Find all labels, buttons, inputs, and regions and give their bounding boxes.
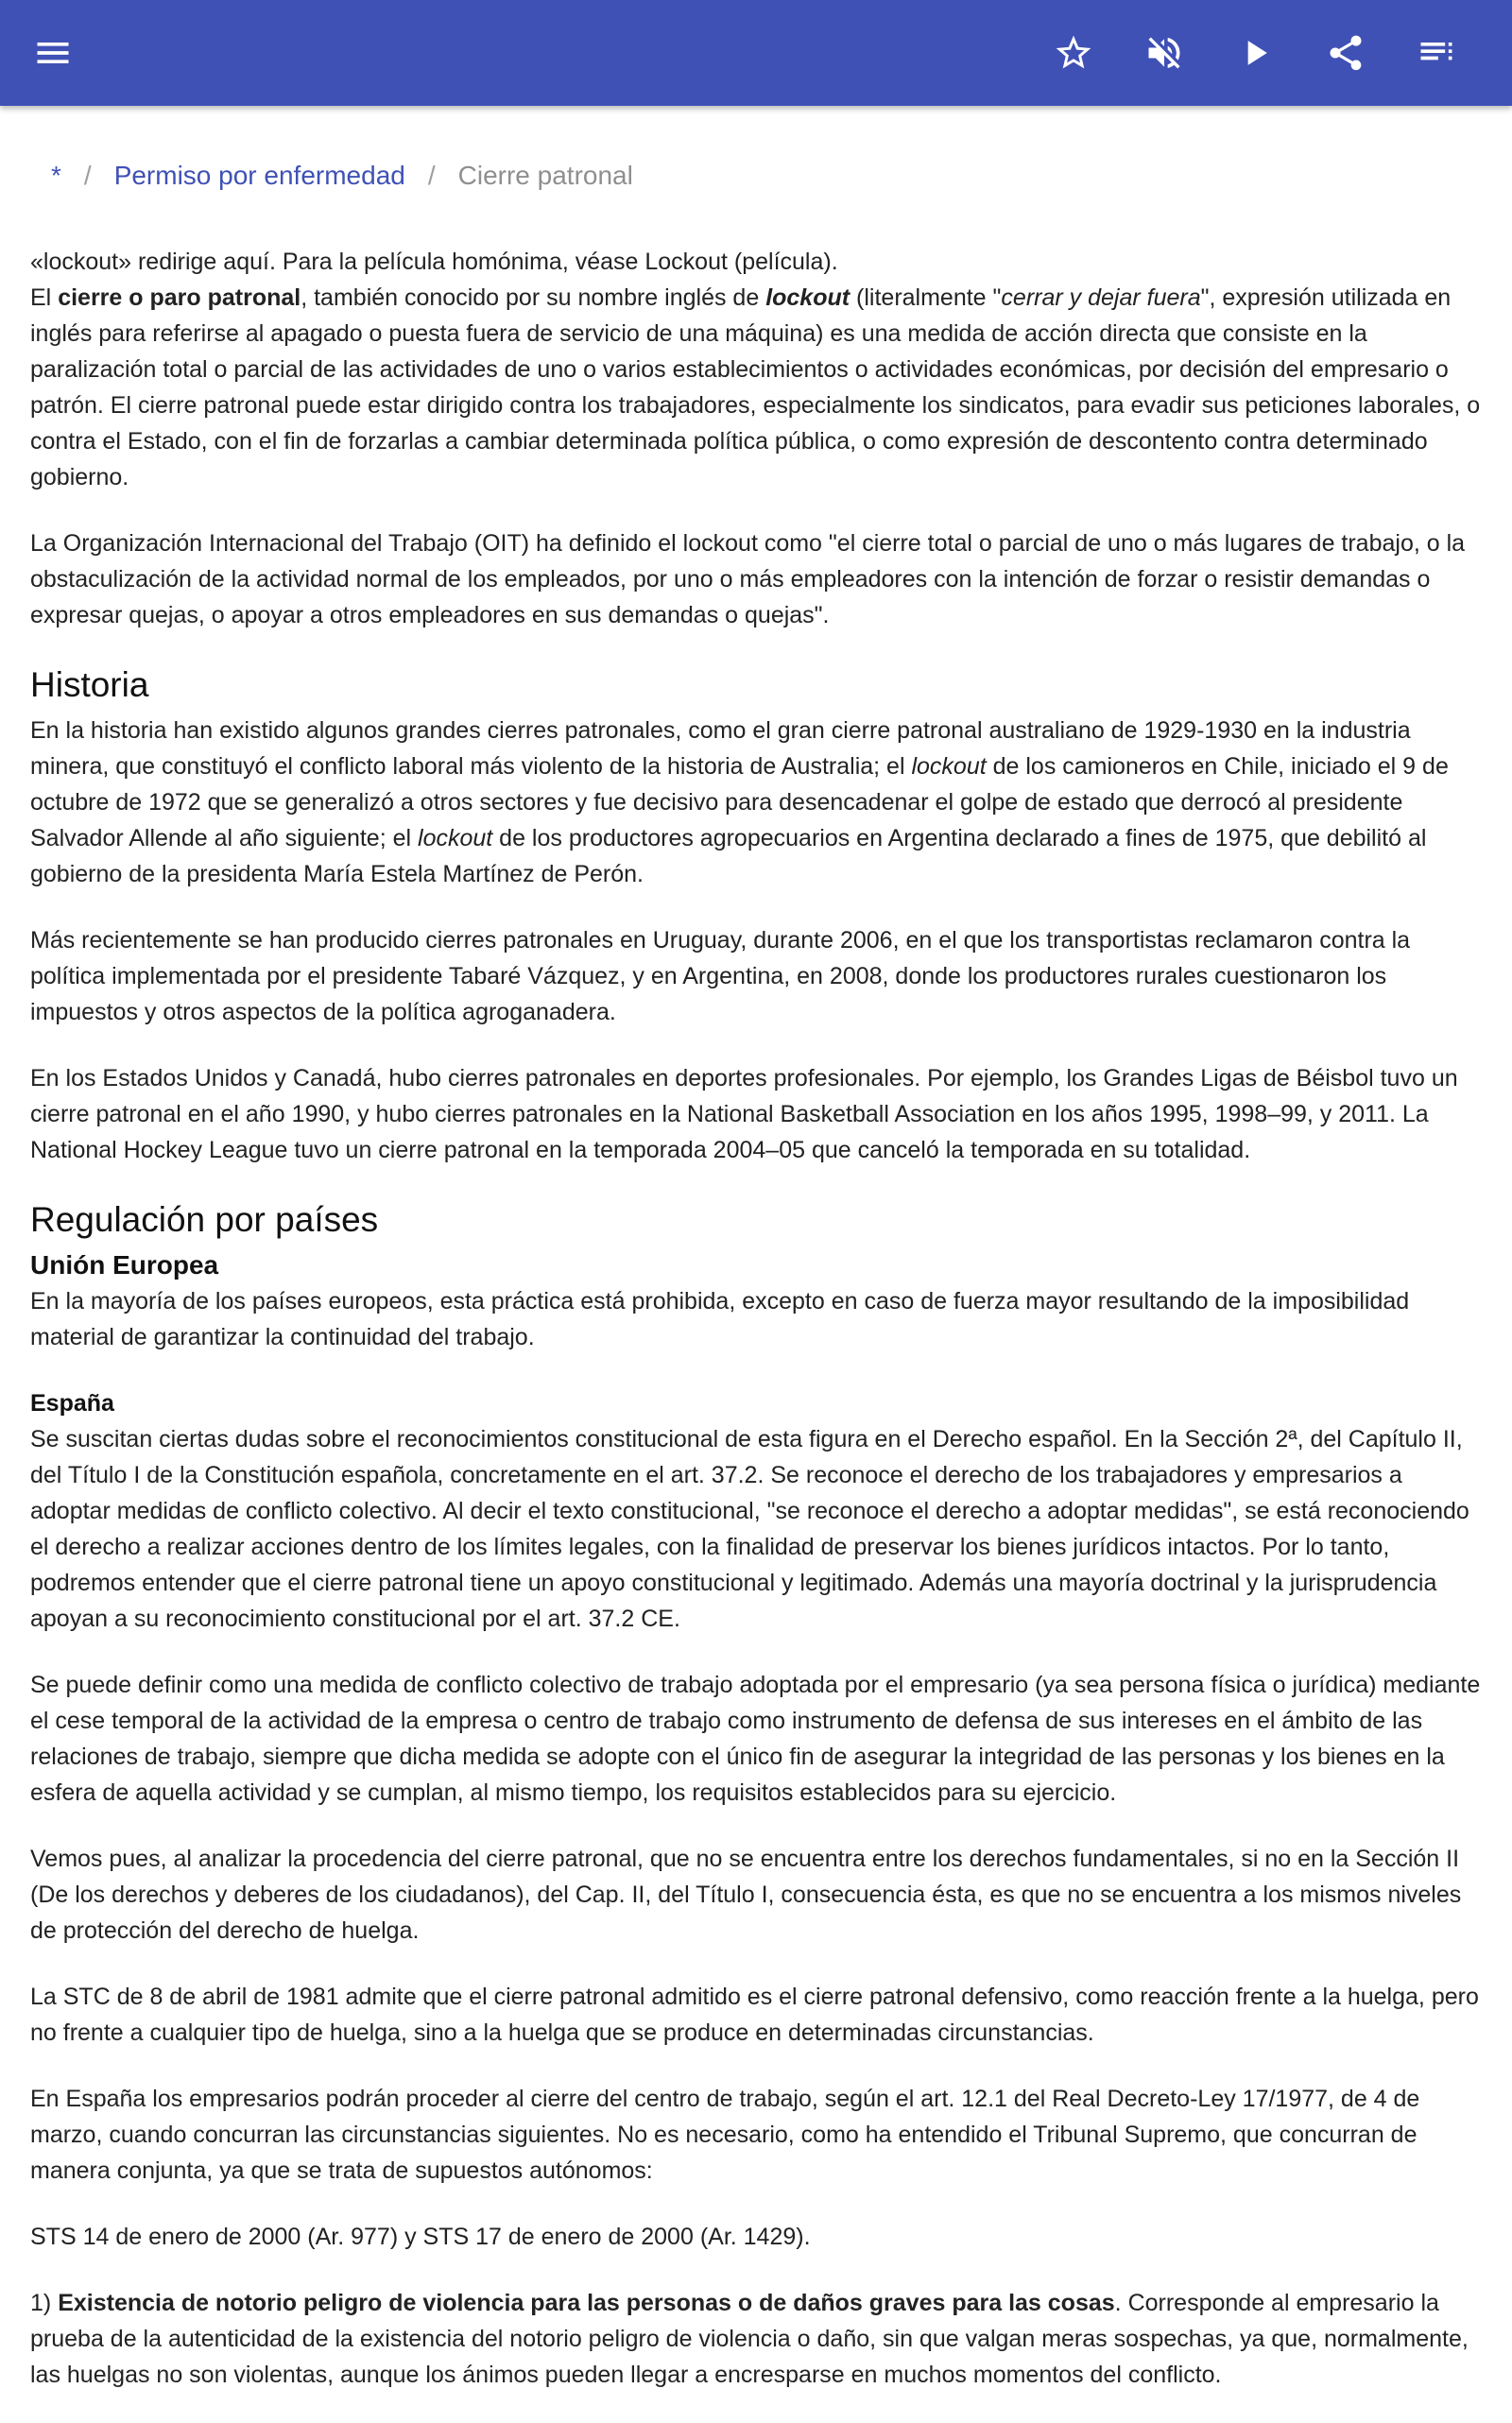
text-run: 1) [30,2290,59,2316]
text-run: de los camioneros en Chile, iniciado el 9 de octubre de 1972 que se generalizó a otros sectores y fue decisivo para desencadenar el golpe de estado que derrocó al presidente Salvador Allende al año siguiente; el [30,753,1449,851]
breadcrumb-parent-link[interactable]: Permiso por enfermedad [113,161,405,190]
espana-paragraph-6: STS 14 de enero de 2000 (Ar. 977) y STS 17 de enero de 2000 (Ar. 1429). [30,2224,811,2250]
breadcrumb-separator: / [427,161,436,190]
espana-paragraph-5: En España los empresarios podrán proceder al cierre del centro de trabajo, según el art. 12.1 del Real Decreto-Ley 17/1977, de 4 de marzo, cuando concurran las circunstancias siguientes. No es necesario, como ha entendido el Tribunal Supremo, que concurran de manera conjunta, ya que se trata de supuestos autónomos: [30,2086,1420,2184]
text-run: . Corresponde al empresario la prueba de la autenticidad de la existencia del notorio peligro de violencia o daño, sin que valgan meras sospechas, ya que, normalmente, las huelgas no son violentas, aunque los ánimos pueden llegar a encresparse en muchos momentos del conflicto. [30,2290,1469,2388]
bold-italic-term: lockout [765,284,850,311]
espana-paragraph-7 [30,2285,1482,2393]
historia-paragraph-1 [30,713,1482,892]
page-content [30,106,1482,2423]
espana-paragraph-1: Se suscitan ciertas dudas sobre el reconocimientos constitucional de esta figura en el Derecho español. En la Sección 2ª, del Capítulo II, del Título I de la Constitución española, concretamente en el art. 37.2. Se reconoce el derecho de los trabajadores y empresarios a adoptar medidas de conflicto colectivo. Al decir el texto constitucional, "se reconoce el derecho a adoptar medidas", se está reconociendo el derecho a realizar acciones dentro de los límites legales, con la finalidad de preservar los bienes jurídicos intactos. Por lo tanto, podremos entender que el cierre patronal tiene un apoyo constitucional y legitimado. Además una mayoría doctrinal y la jurisprudencia apoyan a su reconocimiento constitucional por el art. 37.2 CE. [30,1426,1469,1632]
playlist-icon [1416,32,1457,74]
redirect-note: «lockout» redirige aquí. Para la película homónima, véase Lockout (película). [30,249,838,275]
text-run: En la historia han existido algunos grandes cierres patronales, como el gran cierre patronal australiano de 1929-1930 en la industria minera, que constituyó el conflicto laboral más violento de la historia de Australia; el [30,717,1411,780]
text-run: ", expresión utilizada en inglés para referirse al apagado o puesta fuera de servicio de una máquina) es una medida de acción directa que consiste en la paralización total o parcial de las actividades de uno o varios establecimientos o actividades económicas, por decisión del empresario o patrón. El cierre patronal puede estar dirigido contra los trabajadores, especialmente los sindicatos, para evadir sus peticiones laborales, o contra el Estado, con el fin de forzarlas a cambiar determinada política pública, o como expresión de descontento contra determinado gobierno. [30,284,1481,490]
espana-paragraph-4: La STC de 8 de abril de 1981 admite que el cierre patronal admitido es el cierre patronal defensivo, como reacción frente a la huelga, pero no frente a cualquier tipo de huelga, sino a la huelga que se produce en determinadas circunstancias. [30,1984,1479,2046]
espana-paragraph-3: Vemos pues, al analizar la procedencia del cierre patronal, que no se encuentra entre los derechos fundamentales, si no en la Sección II (De los derechos y deberes de los ciudadanos), del Cap. II, del Título I, consecuencia ésta, es que no se encuentra a los mismos niveles de protección del derecho de huelga. [30,1846,1462,1944]
mute-button[interactable] [1119,0,1210,106]
intro-paragraph [30,280,1482,495]
text-run: , también conocido por su nombre inglés de [301,284,766,311]
bold-term: Existencia de notorio peligro de violencia para las personas o de daños graves para las cosas [58,2290,1115,2316]
subsection-heading-espana: España [30,1390,114,1417]
article-body [30,244,1482,2393]
menu-button[interactable] [8,0,98,106]
italic-term: lockout [418,825,493,851]
italic-term: lockout [911,753,987,780]
section-heading-historia: Historia [30,665,149,704]
play-button[interactable] [1210,0,1300,106]
text-run: de los productores agropecuarios en Argentina declarado a fines de 1975, que debilitó al gobierno de la presidenta María Estela Martínez de Perón. [30,825,1427,887]
ue-paragraph: En la mayoría de los países europeos, esta práctica está prohibida, excepto en caso de fuerza mayor resultando de la imposibilidad material de garantizar la continuidad del trabajo. [30,1288,1410,1350]
italic-term: cerrar y dejar fuera [1001,284,1201,311]
play-icon [1234,32,1276,74]
historia-paragraph-3: En los Estados Unidos y Canadá, hubo cierres patronales en deportes profesionales. Por ejemplo, los Grandes Ligas de Béisbol tuvo un cierre patronal en el año 1990, y hubo cierres patronales en la National Basketball Association en los años 1995, 1998–99, y 2011. La National Hockey League tuvo un cierre patronal en la temporada 2004–05 que canceló la temporada en su totalidad. [30,1065,1458,1163]
table-of-contents-button[interactable] [1391,0,1482,106]
volume-off-icon [1143,32,1185,74]
text-run: (literalmente " [850,284,1002,311]
share-icon [1325,32,1366,74]
menu-icon [32,32,74,74]
bold-term: cierre o paro patronal [58,284,301,311]
breadcrumb [51,106,1482,200]
subsection-heading-ue: Unión Europea [30,1250,219,1280]
favorite-button[interactable] [1028,0,1119,106]
star-outline-icon [1053,32,1094,74]
breadcrumb-separator: / [83,161,92,190]
share-button[interactable] [1300,0,1391,106]
oit-paragraph: La Organización Internacional del Trabajo (OIT) ha definido el lockout como "el cierre total o parcial de uno o más lugares de trabajo, o la obstaculización de la actividad normal de los empleados, por uno o más empleadores con la intención de forzar o resistir demandas o expresar quejas, o apoyar a otros empleadores en sus demandas o quejas". [30,530,1466,628]
historia-paragraph-2: Más recientemente se han producido cierres patronales en Uruguay, durante 2006, en el que los transportistas reclamaron contra la política implementada por el presidente Tabaré Vázquez, y en Argentina, en 2008, donde los productores rurales cuestionaron los impuestos y otros aspectos de la política agroganadera. [30,927,1411,1025]
text-run: El [30,284,59,311]
espana-paragraph-2: Se puede definir como una medida de conflicto colectivo de trabajo adoptada por el empresario (ya sea persona física o jurídica) mediante el cese temporal de la actividad de la empresa o centro de trabajo como instrumento de defensa de sus intereses en el ámbito de las relaciones de trabajo, siempre que dicha medida se adopte con el único fin de asegurar la integridad de las personas y los bienes en la esfera de aquella actividad y se cumplan, al mismo tiempo, los requisitos establecidos para su ejercicio. [30,1672,1481,1806]
breadcrumb-home-link[interactable]: * [51,161,61,190]
breadcrumb-current: Cierre patronal [457,161,633,190]
section-heading-regulacion: Regulación por países [30,1200,379,1239]
app-toolbar [0,0,1512,106]
